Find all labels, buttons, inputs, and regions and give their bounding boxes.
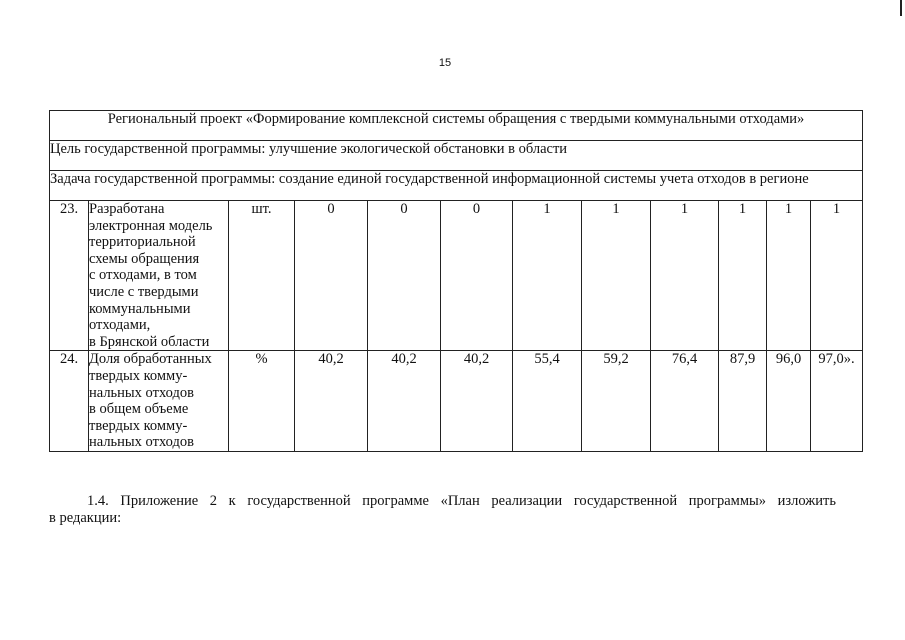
paragraph-word: к [228,493,236,509]
indicator-name-line: в общем объеме [89,401,189,418]
value-cell: 1 [719,201,767,351]
value-cell: 55,4 [513,351,582,452]
indicator-name-line: территориальной [89,234,196,251]
paragraph-word: государственной [247,493,351,509]
paragraph-word: программе [362,493,429,509]
value-cell: 0 [368,201,441,351]
indicator-name-line: Доля обработанных [89,351,212,368]
paragraph-line-2: в редакции: [49,509,122,526]
indicator-name-line: отходами, [89,317,151,334]
paragraph-word: реализации [491,493,563,509]
paragraph-word: изложить [777,493,836,509]
paragraph-word: государственной [573,493,678,509]
value-cell: 0 [295,201,368,351]
unit-cell: % [229,351,295,452]
table-header-row [50,171,863,201]
indicator-name-line: Разработана [89,201,165,217]
indicator-name-line: электронная модель [89,217,213,234]
paragraph-word: Приложение [120,493,199,509]
value-cell: 97,0». [811,351,863,452]
value-cell: 40,2 [295,351,368,452]
page-edge-mark [900,0,902,16]
value-cell: 40,2 [441,351,513,452]
indicator-name-line: схемы обращения [89,250,200,267]
indicator-name-line: в Брянской области [89,333,210,350]
indicator-name-line: коммунальными [89,300,191,317]
row-number: 23. [50,201,89,351]
table-row [50,351,863,452]
value-cell: 87,9 [719,351,767,452]
value-cell: 1 [651,201,719,351]
paragraph-word: 2 [209,493,218,509]
regional-project-title: Региональный проект «Формирование комплексной системы обращения с твердыми коммунальными отходами» [50,111,863,141]
value-cell: 40,2 [368,351,441,452]
unit-cell: шт. [229,201,295,351]
value-cell: 1 [767,201,811,351]
indicator-name-line: твердых комму- [89,417,188,434]
table-row [50,201,863,351]
value-cell: 59,2 [582,351,651,452]
indicator-name-line: нальных отходов [89,384,194,401]
row-number: 24. [50,351,89,452]
indicator-name [89,201,229,351]
indicator-name-line: твердых комму- [89,367,188,384]
indicator-name-line: нальных отходов [89,434,194,451]
value-cell: 0 [441,201,513,351]
paragraph-word: 1.4. [87,493,109,509]
value-cell: 1 [811,201,863,351]
value-cell: 1 [513,201,582,351]
program-task: Задача государственной программы: создание единой государственной информационной системы учета отходов в регионе [50,171,863,201]
body-paragraph [49,493,836,526]
program-goal: Цель государственной программы: улучшение экологической обстановки в области [50,141,863,171]
table-header-row [50,141,863,171]
table-header-row [50,111,863,141]
paragraph-word: «План [440,493,480,509]
value-cell: 1 [582,201,651,351]
indicator-name-line: с отходами, в том [89,267,197,284]
paragraph-word: программы» [688,493,767,509]
indicator-name [89,351,229,452]
page-number: 15 [438,57,452,69]
indicators-table [49,110,863,452]
indicator-name-line: числе с твердыми [89,283,199,300]
value-cell: 76,4 [651,351,719,452]
paragraph-line-1 [49,493,836,510]
value-cell: 96,0 [767,351,811,452]
